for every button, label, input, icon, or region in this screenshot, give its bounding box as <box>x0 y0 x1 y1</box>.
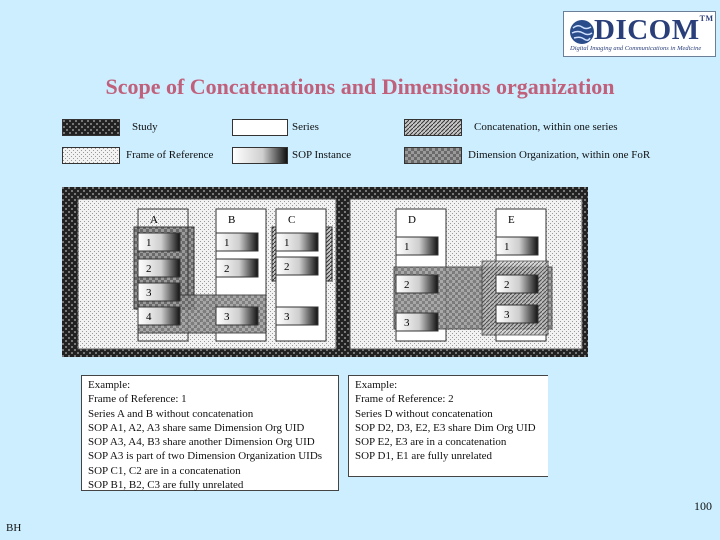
sop-e2 <box>496 275 538 293</box>
logo-subtitle: Digital Imaging and Communications in Medicine <box>570 45 702 52</box>
series-d-label: D <box>408 214 416 226</box>
series-e-label: E <box>508 214 515 226</box>
example2-line: SOP E2, E3 are in a concatenation <box>355 436 507 449</box>
sop-b2-label: 2 <box>224 263 230 275</box>
example1-line: SOP C1, C2 are in a concatenation <box>88 464 241 477</box>
logo-wordmark: DICOM™ <box>594 14 714 46</box>
example2-line: SOP D2, D3, E2, E3 share Dim Org UID <box>355 421 536 434</box>
sop-d2 <box>396 275 438 293</box>
sop-b3 <box>216 307 258 325</box>
sop-d3 <box>396 313 438 331</box>
sop-d1 <box>396 237 438 255</box>
sop-a1 <box>138 233 180 251</box>
sop-b3-label: 3 <box>224 311 230 323</box>
sop-c1-label: 1 <box>284 237 290 249</box>
legend-frame-of-reference-swatch <box>62 147 120 164</box>
sop-b1 <box>216 233 258 251</box>
legend-frame-of-reference-label: Frame of Reference <box>126 149 214 161</box>
legend-dimension-org-label: Dimension Organization, within one FoR <box>468 149 651 161</box>
example1-line: Frame of Reference: 1 <box>88 393 187 406</box>
globe-icon <box>568 18 596 46</box>
sop-d2-label: 2 <box>404 279 410 291</box>
legend-series-swatch <box>232 119 288 136</box>
example1-line: SOP B1, B2, C3 are fully unrelated <box>88 479 244 492</box>
series-b-label: B <box>228 214 236 226</box>
sop-e2-label: 2 <box>504 279 510 291</box>
author-initials: BH <box>6 522 22 534</box>
sop-c2 <box>276 257 318 275</box>
dicom-logo <box>563 11 716 57</box>
example1-line: Example: <box>88 379 131 391</box>
sop-a1-label: 1 <box>146 237 152 249</box>
sop-c1 <box>276 233 318 251</box>
sop-e3 <box>496 305 538 323</box>
sop-b2 <box>216 259 258 277</box>
example2-line: Series D without concatenation <box>355 407 493 420</box>
example1-line: SOP A1, A2, A3 share same Dimension Org UID <box>88 421 305 434</box>
legend-study-label: Study <box>132 121 158 133</box>
sop-d3-label: 3 <box>404 317 410 329</box>
sop-a2 <box>138 259 180 277</box>
sop-b1-label: 1 <box>224 237 230 249</box>
slide-title: Scope of Concatenations and Dimensions organization <box>105 74 615 99</box>
sop-a3-label: 3 <box>146 287 152 299</box>
example2-line: Frame of Reference: 2 <box>355 393 454 406</box>
sop-e1 <box>496 237 538 255</box>
sop-e3-label: 3 <box>504 309 510 321</box>
legend-study-swatch <box>62 119 120 136</box>
series-a-label: A <box>150 214 158 226</box>
sop-d1-label: 1 <box>404 241 410 253</box>
sop-a4 <box>138 307 180 325</box>
example-box-2 <box>348 375 548 477</box>
legend-concatenation-swatch <box>404 119 462 136</box>
legend-sop-instance-label: SOP Instance <box>292 149 352 161</box>
example-box-1 <box>81 375 339 491</box>
example1-line: Series A and B without concatenation <box>88 407 254 420</box>
sop-a2-label: 2 <box>146 263 152 275</box>
concatenation-e <box>482 261 548 335</box>
sop-c2-label: 2 <box>284 261 290 273</box>
example2-line: Example: <box>355 379 398 391</box>
example1-line: SOP A3, A4, B3 share another Dimension Org UID <box>88 436 315 449</box>
sop-c3 <box>276 307 318 325</box>
series-c-label: C <box>288 214 296 226</box>
sop-e1-label: 1 <box>504 241 510 253</box>
sop-c3-label: 3 <box>284 311 290 323</box>
example2-line: SOP D1, E1 are fully unrelated <box>355 450 493 463</box>
sop-a3 <box>138 283 180 301</box>
concatenation-diagram <box>62 187 588 357</box>
legend-sop-instance-swatch <box>232 147 288 164</box>
page-number: 100 <box>694 499 712 513</box>
legend-concatenation-label: Concatenation, within one series <box>474 121 618 133</box>
legend-dimension-org-swatch <box>404 147 462 164</box>
legend-series-label: Series <box>292 121 319 133</box>
sop-a4-label: 4 <box>146 311 152 323</box>
example1-line: SOP A3 is part of two Dimension Organization UIDs <box>88 450 323 463</box>
